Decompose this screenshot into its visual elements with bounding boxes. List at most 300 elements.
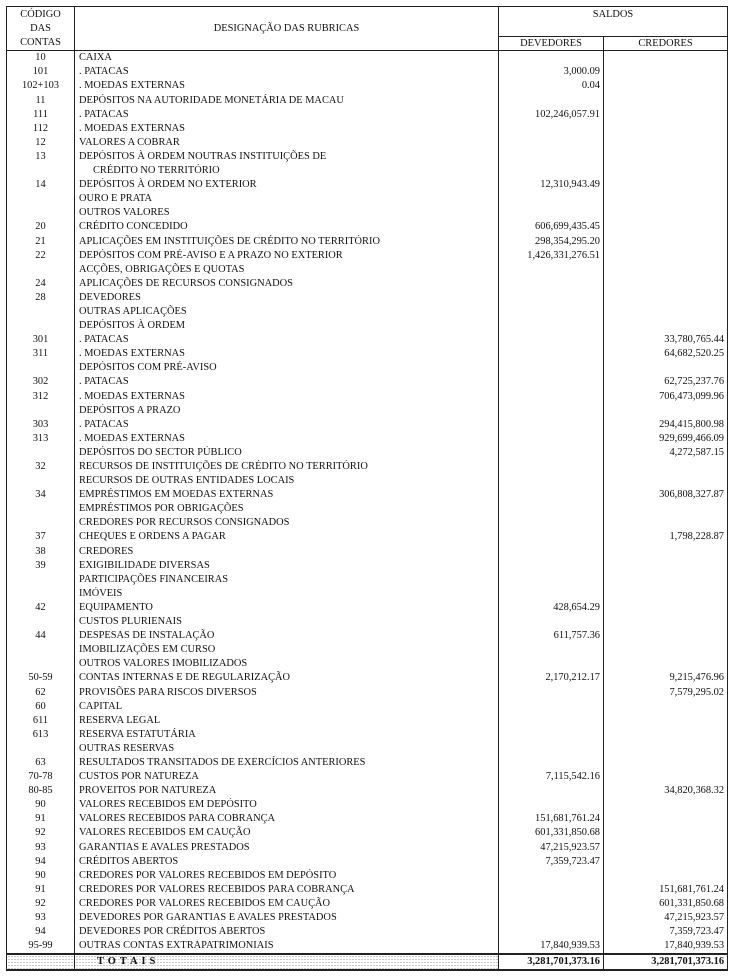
totals-label: TOTAIS [75, 954, 499, 970]
account-code: 42 [7, 601, 75, 615]
debit-balance [499, 206, 604, 220]
table-row [7, 714, 728, 728]
account-code [7, 502, 75, 516]
account-code: 111 [7, 108, 75, 122]
debit-balance [499, 432, 604, 446]
debit-balance: 47,215,923.57 [499, 841, 604, 855]
debit-balance [499, 164, 604, 178]
debit-balance [499, 122, 604, 136]
totals-row [7, 954, 728, 970]
account-code: 80-85 [7, 784, 75, 798]
credit-balance [604, 798, 728, 812]
debit-balance: 151,681,761.24 [499, 812, 604, 826]
credit-balance [604, 601, 728, 615]
table-row [7, 361, 728, 375]
credit-balance [604, 94, 728, 108]
debit-balance [499, 883, 604, 897]
account-designation: ACÇÕES, OBRIGAÇÕES E QUOTAS [75, 263, 499, 277]
account-code: 312 [7, 390, 75, 404]
credit-balance [604, 164, 728, 178]
table-row [7, 51, 728, 66]
debit-balance [499, 94, 604, 108]
account-designation: DEVEDORES [75, 291, 499, 305]
credit-balance: 9,215,476.96 [604, 671, 728, 685]
account-designation: CAPITAL [75, 700, 499, 714]
account-code: 94 [7, 925, 75, 939]
credit-balance [604, 728, 728, 742]
table-row [7, 911, 728, 925]
account-designation: PROVISÕES PARA RISCOS DIVERSOS [75, 686, 499, 700]
account-designation: CAIXA [75, 51, 499, 66]
debit-balance [499, 714, 604, 728]
account-code: 311 [7, 347, 75, 361]
table-row [7, 530, 728, 544]
account-code: 11 [7, 94, 75, 108]
debit-balance [499, 545, 604, 559]
account-code: 24 [7, 277, 75, 291]
account-code: 92 [7, 826, 75, 840]
table-row [7, 756, 728, 770]
account-designation: OUTRAS APLICAÇÕES [75, 305, 499, 319]
debit-balance [499, 136, 604, 150]
table-row [7, 939, 728, 954]
account-code: 14 [7, 178, 75, 192]
table-row [7, 164, 728, 178]
account-code: 32 [7, 460, 75, 474]
account-code: 303 [7, 418, 75, 432]
table-row [7, 108, 728, 122]
account-designation: EMPRÉSTIMOS POR OBRIGAÇÕES [75, 502, 499, 516]
account-designation: CRÉDITOS ABERTOS [75, 855, 499, 869]
table-row [7, 826, 728, 840]
credit-balance: 34,820,368.32 [604, 784, 728, 798]
credit-balance: 151,681,761.24 [604, 883, 728, 897]
account-designation: PROVEITOS POR NATUREZA [75, 784, 499, 798]
account-code [7, 206, 75, 220]
account-code [7, 615, 75, 629]
debit-balance: 1,426,331,276.51 [499, 249, 604, 263]
credit-balance [604, 51, 728, 66]
account-designation: CREDORES POR VALORES RECEBIDOS EM CAUÇÃO [75, 897, 499, 911]
account-designation: DEPÓSITOS COM PRÉ-AVISO E A PRAZO NO EXTERIOR [75, 249, 499, 263]
credit-balance [604, 615, 728, 629]
credit-balance [604, 291, 728, 305]
account-designation: CUSTOS POR NATUREZA [75, 770, 499, 784]
table-row [7, 460, 728, 474]
table-row [7, 798, 728, 812]
account-code [7, 164, 75, 178]
account-designation: OURO E PRATA [75, 192, 499, 206]
account-designation: VALORES RECEBIDOS EM CAUÇÃO [75, 826, 499, 840]
debit-balance [499, 869, 604, 883]
account-designation: RESERVA ESTATUTÁRIA [75, 728, 499, 742]
table-row [7, 629, 728, 643]
table-row [7, 742, 728, 756]
account-designation: GARANTIAS E AVALES PRESTADOS [75, 841, 499, 855]
debit-balance [499, 305, 604, 319]
debit-balance [499, 333, 604, 347]
table-row [7, 178, 728, 192]
account-designation: DEPÓSITOS À ORDEM NO EXTERIOR [75, 178, 499, 192]
debit-balance [499, 502, 604, 516]
account-code: 37 [7, 530, 75, 544]
table-row [7, 418, 728, 432]
table-row [7, 573, 728, 587]
debit-balance: 298,354,295.20 [499, 235, 604, 249]
account-code [7, 446, 75, 460]
account-code: 28 [7, 291, 75, 305]
debit-balance [499, 474, 604, 488]
debit-balance [499, 742, 604, 756]
table-row [7, 94, 728, 108]
credit-balance [604, 502, 728, 516]
balance-sheet [6, 6, 727, 966]
table-row [7, 812, 728, 826]
credit-balance: 601,331,850.68 [604, 897, 728, 911]
debit-balance [499, 277, 604, 291]
account-code [7, 192, 75, 206]
table-row [7, 375, 728, 389]
table-row [7, 263, 728, 277]
account-code: 313 [7, 432, 75, 446]
table-row [7, 220, 728, 234]
table-body [7, 51, 728, 955]
table-row [7, 390, 728, 404]
header-code-line3: CONTAS [20, 37, 61, 49]
credit-balance [604, 305, 728, 319]
account-code: 39 [7, 559, 75, 573]
account-designation: DEPÓSITOS NA AUTORIDADE MONETÁRIA DE MACAU [75, 94, 499, 108]
table-row [7, 657, 728, 671]
account-designation: . MOEDAS EXTERNAS [75, 122, 499, 136]
account-designation: . MOEDAS EXTERNAS [75, 347, 499, 361]
table-row [7, 855, 728, 869]
account-code: 91 [7, 812, 75, 826]
account-code [7, 573, 75, 587]
account-designation: CHEQUES E ORDENS A PAGAR [75, 530, 499, 544]
account-code: 90 [7, 869, 75, 883]
table-row [7, 502, 728, 516]
table-row [7, 150, 728, 164]
credit-balance [604, 460, 728, 474]
account-designation: EXIGIBILIDADE DIVERSAS [75, 559, 499, 573]
account-code: 20 [7, 220, 75, 234]
account-designation: EQUIPAMENTO [75, 601, 499, 615]
debit-balance [499, 911, 604, 925]
account-designation: CRÉDITO NO TERRITÓRIO [75, 164, 499, 178]
account-code: 22 [7, 249, 75, 263]
header-credores: CREDORES [604, 37, 728, 51]
table-row [7, 897, 728, 911]
account-code: 44 [7, 629, 75, 643]
debit-balance [499, 263, 604, 277]
table-row [7, 869, 728, 883]
table-row [7, 545, 728, 559]
debit-balance: 12,310,943.49 [499, 178, 604, 192]
debit-balance: 3,000.09 [499, 65, 604, 79]
account-designation: OUTRAS RESERVAS [75, 742, 499, 756]
account-designation: VALORES RECEBIDOS PARA COBRANÇA [75, 812, 499, 826]
account-code: 112 [7, 122, 75, 136]
debit-balance [499, 530, 604, 544]
credit-balance [604, 700, 728, 714]
header-code-line2: DAS [30, 23, 51, 35]
debit-balance: 17,840,939.53 [499, 939, 604, 954]
account-designation: DESPESAS DE INSTALAÇÃO [75, 629, 499, 643]
debit-balance [499, 150, 604, 164]
table-row [7, 291, 728, 305]
account-code: 91 [7, 883, 75, 897]
credit-balance [604, 150, 728, 164]
credit-balance: 17,840,939.53 [604, 939, 728, 954]
credit-balance [604, 545, 728, 559]
credit-balance [604, 220, 728, 234]
debit-balance [499, 192, 604, 206]
account-designation: RESERVA LEGAL [75, 714, 499, 728]
account-designation: VALORES A COBRAR [75, 136, 499, 150]
account-code [7, 643, 75, 657]
account-code: 93 [7, 911, 75, 925]
debit-balance: 7,359,723.47 [499, 855, 604, 869]
credit-balance [604, 404, 728, 418]
account-designation: PARTICIPAÇÕES FINANCEIRAS [75, 573, 499, 587]
account-designation: CUSTOS PLURIENAIS [75, 615, 499, 629]
account-code: 101 [7, 65, 75, 79]
account-code [7, 587, 75, 601]
table-row [7, 841, 728, 855]
debit-balance [499, 375, 604, 389]
account-code: 90 [7, 798, 75, 812]
account-code [7, 657, 75, 671]
credit-balance: 706,473,099.96 [604, 390, 728, 404]
credit-balance: 1,798,228.87 [604, 530, 728, 544]
header-saldos: SALDOS [499, 7, 728, 37]
table-row [7, 700, 728, 714]
credit-balance [604, 657, 728, 671]
table-row [7, 728, 728, 742]
table-row [7, 883, 728, 897]
credit-balance [604, 361, 728, 375]
debit-balance [499, 559, 604, 573]
debit-balance [499, 798, 604, 812]
table-row [7, 432, 728, 446]
credit-balance [604, 277, 728, 291]
account-code: 613 [7, 728, 75, 742]
credit-balance [604, 122, 728, 136]
credit-balance [604, 178, 728, 192]
account-code: 50-59 [7, 671, 75, 685]
credit-balance [604, 192, 728, 206]
credit-balance [604, 136, 728, 150]
debit-balance [499, 615, 604, 629]
debit-balance [499, 686, 604, 700]
credit-balance [604, 79, 728, 93]
credit-balance [604, 742, 728, 756]
account-designation: . MOEDAS EXTERNAS [75, 432, 499, 446]
debit-balance [499, 587, 604, 601]
debit-balance [499, 756, 604, 770]
debit-balance [499, 51, 604, 66]
debit-balance: 601,331,850.68 [499, 826, 604, 840]
credit-balance: 7,579,295.02 [604, 686, 728, 700]
table-row [7, 587, 728, 601]
account-designation: OUTRAS CONTAS EXTRAPATRIMONIAIS [75, 939, 499, 954]
table-row [7, 559, 728, 573]
account-code [7, 305, 75, 319]
account-designation: . MOEDAS EXTERNAS [75, 79, 499, 93]
credit-balance [604, 474, 728, 488]
credit-balance: 294,415,800.98 [604, 418, 728, 432]
account-code: 302 [7, 375, 75, 389]
account-designation: RECURSOS DE OUTRAS ENTIDADES LOCAIS [75, 474, 499, 488]
table-row [7, 615, 728, 629]
credit-balance [604, 855, 728, 869]
debit-balance [499, 418, 604, 432]
table-row [7, 770, 728, 784]
table-row [7, 474, 728, 488]
table-row [7, 516, 728, 530]
credit-balance [604, 643, 728, 657]
account-code: 34 [7, 488, 75, 502]
table-row [7, 488, 728, 502]
debit-balance: 0.04 [499, 79, 604, 93]
account-designation: DEPÓSITOS A PRAZO [75, 404, 499, 418]
debit-balance [499, 347, 604, 361]
debit-balance [499, 657, 604, 671]
account-designation: . MOEDAS EXTERNAS [75, 390, 499, 404]
account-code: 62 [7, 686, 75, 700]
table-row [7, 404, 728, 418]
debit-balance [499, 925, 604, 939]
debit-balance [499, 700, 604, 714]
table-row [7, 686, 728, 700]
debit-balance [499, 390, 604, 404]
account-code: 60 [7, 700, 75, 714]
account-designation: CREDORES POR VALORES RECEBIDOS PARA COBRANÇA [75, 883, 499, 897]
account-code: 13 [7, 150, 75, 164]
header-designation: DESIGNAÇÃO DAS RUBRICAS [75, 7, 499, 51]
debit-balance [499, 460, 604, 474]
table-row [7, 79, 728, 93]
account-designation: CONTAS INTERNAS E DE REGULARIZAÇÃO [75, 671, 499, 685]
credit-balance [604, 559, 728, 573]
account-designation: . PATACAS [75, 65, 499, 79]
account-designation: CREDORES POR RECURSOS CONSIGNADOS [75, 516, 499, 530]
account-code: 95-99 [7, 939, 75, 954]
credit-balance [604, 826, 728, 840]
account-code: 102+103 [7, 79, 75, 93]
debit-balance [499, 361, 604, 375]
credit-balance [604, 206, 728, 220]
account-designation: IMOBILIZAÇÕES EM CURSO [75, 643, 499, 657]
credit-balance: 7,359,723.47 [604, 925, 728, 939]
account-designation: APLICAÇÕES DE RECURSOS CONSIGNADOS [75, 277, 499, 291]
account-designation: APLICAÇÕES EM INSTITUIÇÕES DE CRÉDITO NO TERRITÓRIO [75, 235, 499, 249]
account-code: 94 [7, 855, 75, 869]
debit-balance [499, 516, 604, 530]
credit-balance [604, 319, 728, 333]
account-code: 70-78 [7, 770, 75, 784]
credit-balance [604, 249, 728, 263]
account-code [7, 361, 75, 375]
totals-devedores: 3,281,701,373.16 [499, 954, 604, 970]
header-devedores: DEVEDORES [499, 37, 604, 51]
credit-balance: 62,725,237.76 [604, 375, 728, 389]
debit-balance: 606,699,435.45 [499, 220, 604, 234]
account-designation: . PATACAS [75, 418, 499, 432]
credit-balance [604, 65, 728, 79]
credit-balance [604, 573, 728, 587]
account-designation: . PATACAS [75, 333, 499, 347]
credit-balance: 4,272,587.15 [604, 446, 728, 460]
debit-balance: 2,170,212.17 [499, 671, 604, 685]
header-code-line1: CÓDIGO [20, 9, 61, 20]
credit-balance: 33,780,765.44 [604, 333, 728, 347]
debit-balance [499, 728, 604, 742]
account-designation: DEVEDORES POR CRÉDITOS ABERTOS [75, 925, 499, 939]
account-code: 93 [7, 841, 75, 855]
table-row [7, 136, 728, 150]
table-row [7, 319, 728, 333]
account-code: 10 [7, 51, 75, 66]
account-code [7, 474, 75, 488]
table-row [7, 206, 728, 220]
account-designation: CREDORES [75, 545, 499, 559]
table-row [7, 601, 728, 615]
account-designation: OUTROS VALORES [75, 206, 499, 220]
table-row [7, 671, 728, 685]
account-designation: IMÓVEIS [75, 587, 499, 601]
account-designation: . PATACAS [75, 108, 499, 122]
debit-balance: 611,757.36 [499, 629, 604, 643]
account-designation: CRÉDITO CONCEDIDO [75, 220, 499, 234]
credit-balance [604, 756, 728, 770]
table-row [7, 784, 728, 798]
credit-balance [604, 714, 728, 728]
credit-balance: 306,808,327.87 [604, 488, 728, 502]
table-row [7, 643, 728, 657]
totals-code-cell [7, 954, 75, 970]
accounts-table [6, 6, 728, 971]
debit-balance [499, 488, 604, 502]
credit-balance [604, 263, 728, 277]
debit-balance [499, 446, 604, 460]
account-designation: RESULTADOS TRANSITADOS DE EXERCÍCIOS ANTERIORES [75, 756, 499, 770]
credit-balance: 64,682,520.25 [604, 347, 728, 361]
account-designation: DEPÓSITOS DO SECTOR PÚBLICO [75, 446, 499, 460]
account-designation: CREDORES POR VALORES RECEBIDOS EM DEPÓSITO [75, 869, 499, 883]
account-code: 38 [7, 545, 75, 559]
debit-balance [499, 291, 604, 305]
account-designation: VALORES RECEBIDOS EM DEPÓSITO [75, 798, 499, 812]
credit-balance [604, 516, 728, 530]
account-code: 301 [7, 333, 75, 347]
account-code [7, 404, 75, 418]
header-account-code [7, 7, 75, 51]
credit-balance: 47,215,923.57 [604, 911, 728, 925]
table-row [7, 277, 728, 291]
account-designation: . PATACAS [75, 375, 499, 389]
debit-balance [499, 319, 604, 333]
account-code [7, 319, 75, 333]
credit-balance [604, 770, 728, 784]
table-row [7, 235, 728, 249]
totals-credores: 3,281,701,373.16 [604, 954, 728, 970]
account-code [7, 263, 75, 277]
debit-balance [499, 404, 604, 418]
account-code [7, 516, 75, 530]
table-row [7, 249, 728, 263]
